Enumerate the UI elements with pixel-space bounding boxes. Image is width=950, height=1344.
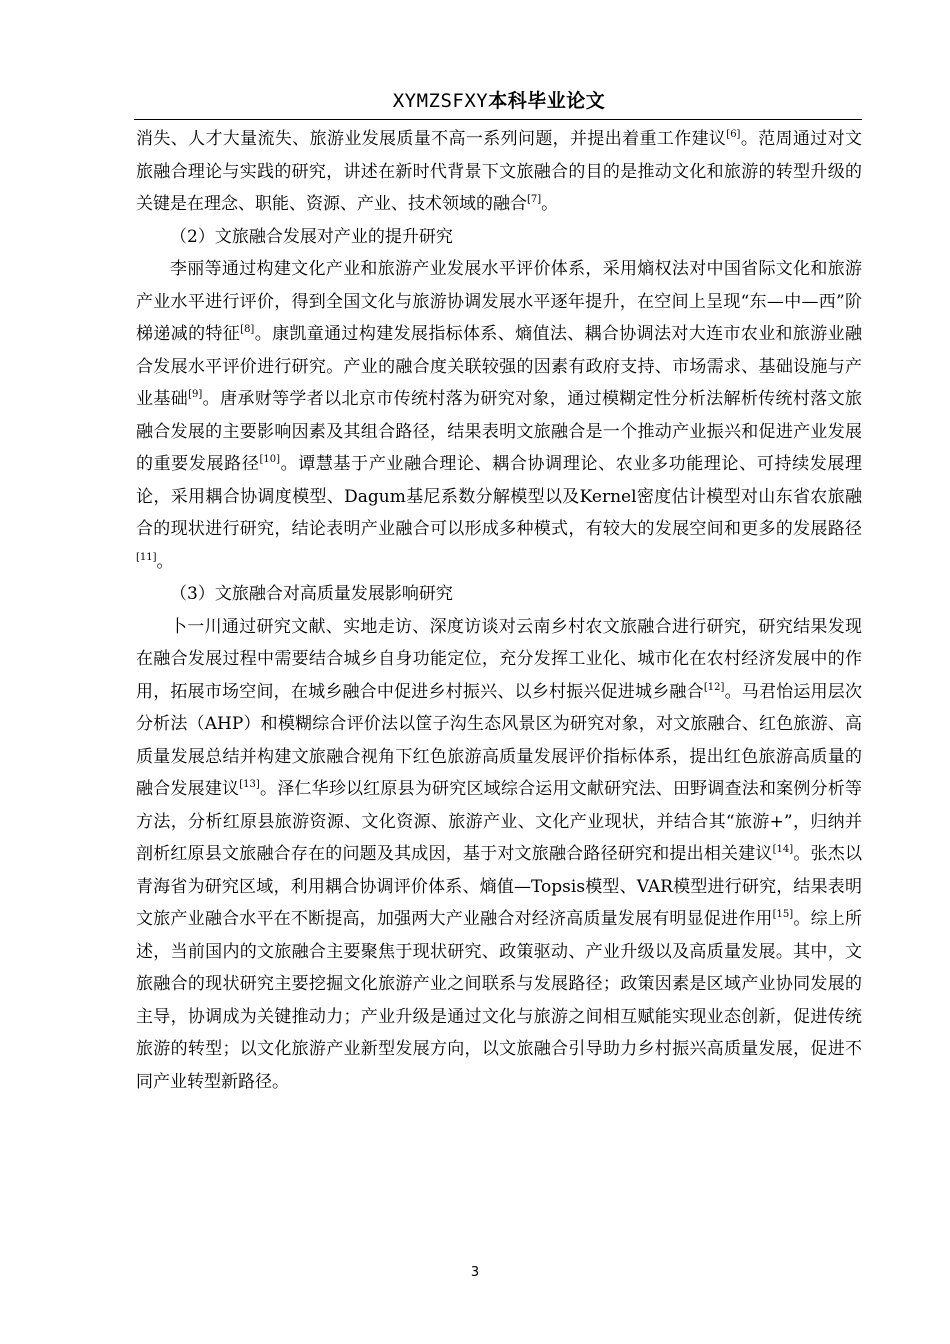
paragraph-2 [136, 253, 862, 578]
citation: [11] [136, 551, 157, 563]
header-suffix: 本科毕业论文 [488, 90, 606, 112]
text-run: 消失、人才大量流失、旅游业发展质量不高一系列问题，并提出着重工作建议 [136, 129, 727, 149]
text-run: 。唐承财等学者以北京市传统村落为研究对象，通过模糊定性分析法解析传统村落文旅融合发展的主要影响因素及其组合路径，结果表明文旅融合是一个推动产业振兴和促进产业发展的重要发展路径 [136, 389, 863, 474]
text-run: 。康凯童通过构建发展指标体系、熵值法、耦合协调法对大连市农业和旅游业融合发展水平评价进行研究。产业的融合度关联较强的因素有政府支持、市场需求、基础设施与产业基础 [136, 324, 863, 409]
citation: [6] [726, 129, 741, 140]
citation: [9] [188, 389, 203, 400]
text-run: 。张杰以青海省为研究区域，利用耦合协调评价体系、熵值—Topsis模型、VAR模型进行研究，结果表明文旅产业融合水平在不断提高，加强两大产业融合对经济高质量发展有明显促进作用 [136, 844, 862, 929]
text-run: 。范周通过对文旅融合理论与实践的研究，讲述在新时代背景下文旅融合的目的是推动文化和旅游的转型升级的关键是在理念、职能、资源、产业、技术领域的融合 [136, 129, 863, 214]
citation: [14] [772, 844, 794, 855]
body-text [136, 123, 862, 1098]
paragraph-3 [136, 611, 862, 1099]
text-run: 李丽等通过构建文化产业和旅游产业发展水平评价体系，采用熵权法对中国省际文化和旅游产业水平进行评价，得到全国文化与旅游协调发展水平逐年提升，在空间上呈现“东—中—西”阶梯递减的特征 [136, 259, 862, 344]
text-run: 。 [541, 194, 559, 214]
text-run: 。 [156, 551, 174, 572]
citation: [8] [240, 324, 255, 335]
citation: [10] [259, 454, 280, 465]
text-run: 。谭慧基于产业融合理论、耦合协调理论、农业多功能理论、可持续发展理论，采用耦合协调度模型、Dagum基尼系数分解模型以及Kernel密度估计模型对山东省农旅融合的现状进行研究，结论表明产业融合可以形成多种模式，有较大的发展空间和更多的发展路径 [136, 454, 863, 539]
citation: [12] [703, 681, 725, 693]
citation: [7] [527, 194, 542, 205]
text-run: 。泽仁华珍以红原县为研究区域综合运用文献研究法、田野调查法和案例分析等方法，分析红原县旅游资源、文化资源、旅游产业、文化产业现状，并结合其“旅游+”，归纳并剖析红原县文旅融合存在的问题及其成因，基于对文旅融合路径研究和提出相关建议 [136, 779, 863, 864]
page-number: 3 [470, 1265, 480, 1280]
text-run: 。马君怡运用层次分析法（AHP）和模糊综合评价法以筐子沟生态风景区为研究对象，对文旅融合、红色旅游、高质量发展总结并构建文旅融合视角下红色旅游高质量发展评价指标体系，提出红色旅游高质量的融合发展建议 [136, 681, 863, 799]
paragraph-1 [136, 123, 862, 221]
subheading-3: （3）文旅融合对高质量发展影响研究 [170, 584, 453, 604]
citation: [13] [239, 779, 260, 790]
citation: [15] [772, 909, 794, 920]
header-brand: XYMZSFXY [392, 90, 489, 112]
text-run: 卜一川通过研究文献、实地走访、深度访谈对云南乡村农文旅融合进行研究，研究结果发现在融合发展过程中需要结合城乡自身功能定位，充分发挥工业化、城市化在农村经济发展中的作用，拓展市场空间，在城乡融合中促进乡村振兴、以乡村振兴促进城乡融合 [136, 616, 862, 702]
text-run: 。综上所述，当前国内的文旅融合主要聚焦于现状研究、政策驱动、产业升级以及高质量发展。其中，文旅融合的现状研究主要挖掘文化旅游产业之间联系与发展路径；政策因素是区域产业协同发展的主导，协调成为关键推动力；产业升级是通过文化与旅游之间相互赋能实现业态创新，促进传统旅游的转型；以文化旅游产业新型发展方向，以文旅融合引导助力乡村振兴高质量发展，促进不同产业转型新路径。 [136, 909, 862, 1092]
header-divider [134, 119, 862, 120]
page-header [136, 88, 862, 114]
subheading-2: （2）文旅融合发展对产业的提升研究 [170, 226, 453, 247]
